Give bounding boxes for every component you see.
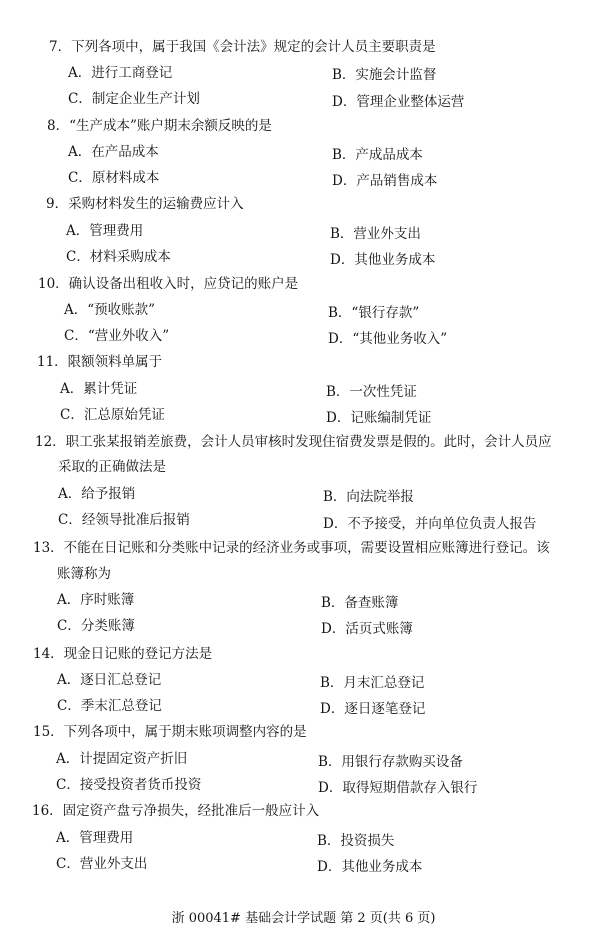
option-c: C．制定企业生产计划: [68, 91, 200, 107]
option-b: B．“银行存款”: [328, 305, 420, 321]
page-footer: 浙 00041# 基础会计学试题 第 2 页(共 6 页): [171, 911, 436, 926]
option-d: D．不予接受，并向单位负责人报告: [323, 516, 537, 532]
option-c: C．“营业外收入”: [64, 328, 170, 344]
option-d: D．活页式账簿: [321, 621, 413, 637]
option-b: B．投资损失: [317, 833, 395, 849]
option-d: D．“其他业务收入”: [328, 331, 448, 347]
option-a: A．在产品成本: [68, 144, 159, 160]
option-a: A．计提固定资产折旧: [56, 751, 188, 767]
option-a: A．累计凭证: [60, 381, 138, 397]
option-b: B．实施会计监督: [332, 67, 437, 83]
option-c: C．季末汇总登记: [57, 698, 162, 714]
option-d: D．管理企业整体运营: [332, 94, 465, 110]
question-text: 13．不能在日记账和分类账中记录的经济业务或事项，需要设置相应账簿进行登记。该: [33, 540, 550, 556]
option-c: C．接受投资者货币投资: [56, 777, 202, 793]
option-a: A．序时账簿: [57, 592, 135, 608]
question-text: 11．限额领料单属于: [37, 354, 163, 370]
option-a: A．管理费用: [56, 830, 134, 846]
option-c: C．分类账簿: [57, 618, 135, 634]
question-text: 7．下列各项中，属于我国《会计法》规定的会计人员主要职责是: [49, 39, 436, 55]
question-text: 16．固定资产盘亏净损失，经批准后一般应计入: [32, 803, 320, 819]
question-text: 15．下列各项中，属于期末账项调整内容的是: [33, 724, 307, 740]
question-text-continued: 采取的正确做法是: [58, 459, 166, 475]
option-c: C．汇总原始凭证: [60, 407, 165, 423]
option-b: B．备查账簿: [321, 595, 399, 611]
option-d: D．产品销售成本: [332, 173, 438, 189]
option-b: B．一次性凭证: [326, 384, 417, 400]
option-a: A．进行工商登记: [68, 65, 173, 81]
option-a: A．逐日汇总登记: [57, 672, 162, 688]
option-c: C．经领导批准后报销: [58, 512, 190, 528]
option-b: B．月末汇总登记: [320, 675, 425, 691]
option-c: C．营业外支出: [56, 856, 148, 872]
option-a: A．给予报销: [58, 486, 136, 502]
option-b: B．用银行存款购买设备: [318, 754, 463, 770]
option-b: B．向法院举报: [323, 489, 414, 505]
option-d: D．逐日逐笔登记: [320, 701, 426, 717]
option-d: D．取得短期借款存入银行: [318, 780, 478, 796]
question-text: 14．现金日记账的登记方法是: [33, 646, 213, 662]
option-c: C．材料采购成本: [66, 249, 171, 265]
option-d: D．记账编制凭证: [326, 410, 432, 426]
option-d: D．其他业务成本: [317, 859, 423, 875]
question-text: 10．确认设备出租收入时，应贷记的账户是: [38, 276, 299, 292]
option-b: B．产成品成本: [332, 147, 423, 163]
question-text-continued: 账簿称为: [57, 566, 111, 582]
option-c: C．原材料成本: [68, 170, 160, 186]
option-a: A．“预收账款”: [64, 302, 156, 318]
option-b: B．营业外支出: [330, 226, 421, 242]
question-text: 9．采购材料发生的运输费应计入: [46, 196, 244, 212]
option-a: A．管理费用: [66, 223, 144, 239]
question-text: 8．“生产成本”账户期末余额反映的是: [47, 118, 272, 134]
option-d: D．其他业务成本: [330, 252, 436, 268]
question-text: 12．职工张某报销差旅费，会计人员审核时发现住宿费发票是假的。此时，会计人员应: [35, 434, 552, 450]
